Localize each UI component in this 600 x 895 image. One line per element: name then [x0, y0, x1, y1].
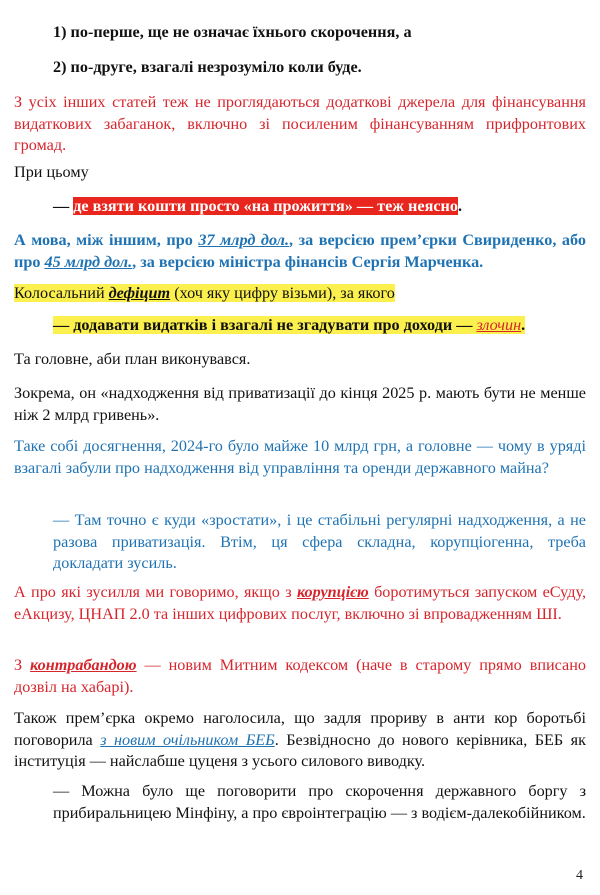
- text-segment: А про які зусилля ми говоримо, якщо з: [14, 583, 297, 601]
- paragraph-smuggling: [14, 655, 586, 698]
- paragraph-privatization: Зокрема, он «надходження від приватизації до кінця 2025 р. мають бути не менше ніж 2 млрд гривень».: [14, 384, 586, 424]
- paragraph-debt: — Можна було ще поговорити про скорочення державного боргу з прибиральницею Мінфіну, а про євроінтеграцію — з водієм-далекобійником.: [53, 782, 586, 822]
- text-segment: . Безвідносно до нового керівника, БЕБ як інституція — найслабше цуценя з усього силового виводку.: [14, 730, 586, 770]
- paragraph-achievement: Таке собі досягнення, 2024-го було майже 10 млрд грн, а головне — чому в уряді взагалі забули про надходження від управління та оренди державного майна?: [14, 437, 586, 477]
- list-item-first: 1) по-перше, ще не означає їхнього скорочення, а: [53, 23, 412, 41]
- yellow-highlight: [53, 316, 525, 334]
- text-segment: Також прем’єрка окремо наголосила, що задля прориву в анти кор боротьбі поговорила: [14, 709, 586, 749]
- text-segment: , за версією прем’єрки Свириденко, або про: [14, 231, 586, 271]
- paragraph-living-costs: [53, 196, 586, 218]
- list-item-second: 2) по-друге, взагалі незрозуміло коли буде.: [53, 58, 362, 76]
- text-segment: боротимуться запуском еСуду, еАкцизу, ЦНАП 2.0 та інших цифрових послуг, включно зі впровадженням ШІ.: [14, 583, 587, 623]
- paragraph-crime: [53, 315, 586, 337]
- dash: —: [53, 197, 74, 215]
- paragraph-other-articles: З усіх інших статей теж не проглядаються додаткові джерела для фінансування видаткових забаганок, включно зі посиленим фінансуванням прифронтових громад.: [14, 93, 586, 154]
- link-new-beb-head[interactable]: з новим очільником БЕБ: [100, 730, 275, 749]
- period: .: [521, 316, 526, 334]
- link-45-billion[interactable]: 45 млрд дол.: [44, 252, 133, 271]
- text-segment: — додавати видатків і взагалі не згадувати про доходи —: [53, 316, 477, 334]
- paragraph-corruption: [14, 582, 586, 625]
- period: .: [457, 197, 462, 215]
- text-segment: (хоч яку цифру візьми), за якого: [170, 284, 395, 302]
- yellow-highlight: [14, 284, 395, 302]
- red-highlight-text: де взяти кошти просто «на прожиття» — теж неясно: [73, 197, 458, 215]
- text-segment: А мова, між іншим, про: [14, 231, 199, 249]
- emphasis-smuggling: контрабандою: [30, 656, 137, 674]
- text-segment: — новим Митним кодексом (наче в старому прямо вписано дозвіл на хабарі).: [14, 656, 586, 696]
- paragraph-main-plan: Та головне, аби план виконувався.: [14, 350, 251, 368]
- text-segment: Колосальний: [14, 284, 109, 302]
- emphasis-crime: злочин: [476, 316, 522, 334]
- link-37-billion[interactable]: 37 млрд дол.: [198, 231, 289, 249]
- paragraph-at-this: При цьому: [14, 163, 89, 181]
- paragraph-billions: [14, 230, 586, 273]
- emphasis-corruption: корупцією: [296, 583, 369, 601]
- emphasis-deficit: дефіцит: [108, 284, 171, 302]
- text-segment: З: [14, 656, 31, 674]
- text-segment: , за версією міністра фінансів Сергія Марченка.: [132, 252, 484, 271]
- paragraph-deficit: [14, 283, 586, 305]
- paragraph-beb: [14, 708, 586, 773]
- paragraph-grow: — Там точно є куди «зростати», і це стабільні регулярні надходження, а не разова приватизація. Втім, ця сфера складна, корупціогенна, треба докладати зусиль.: [53, 511, 586, 572]
- page-number: 4: [576, 868, 583, 883]
